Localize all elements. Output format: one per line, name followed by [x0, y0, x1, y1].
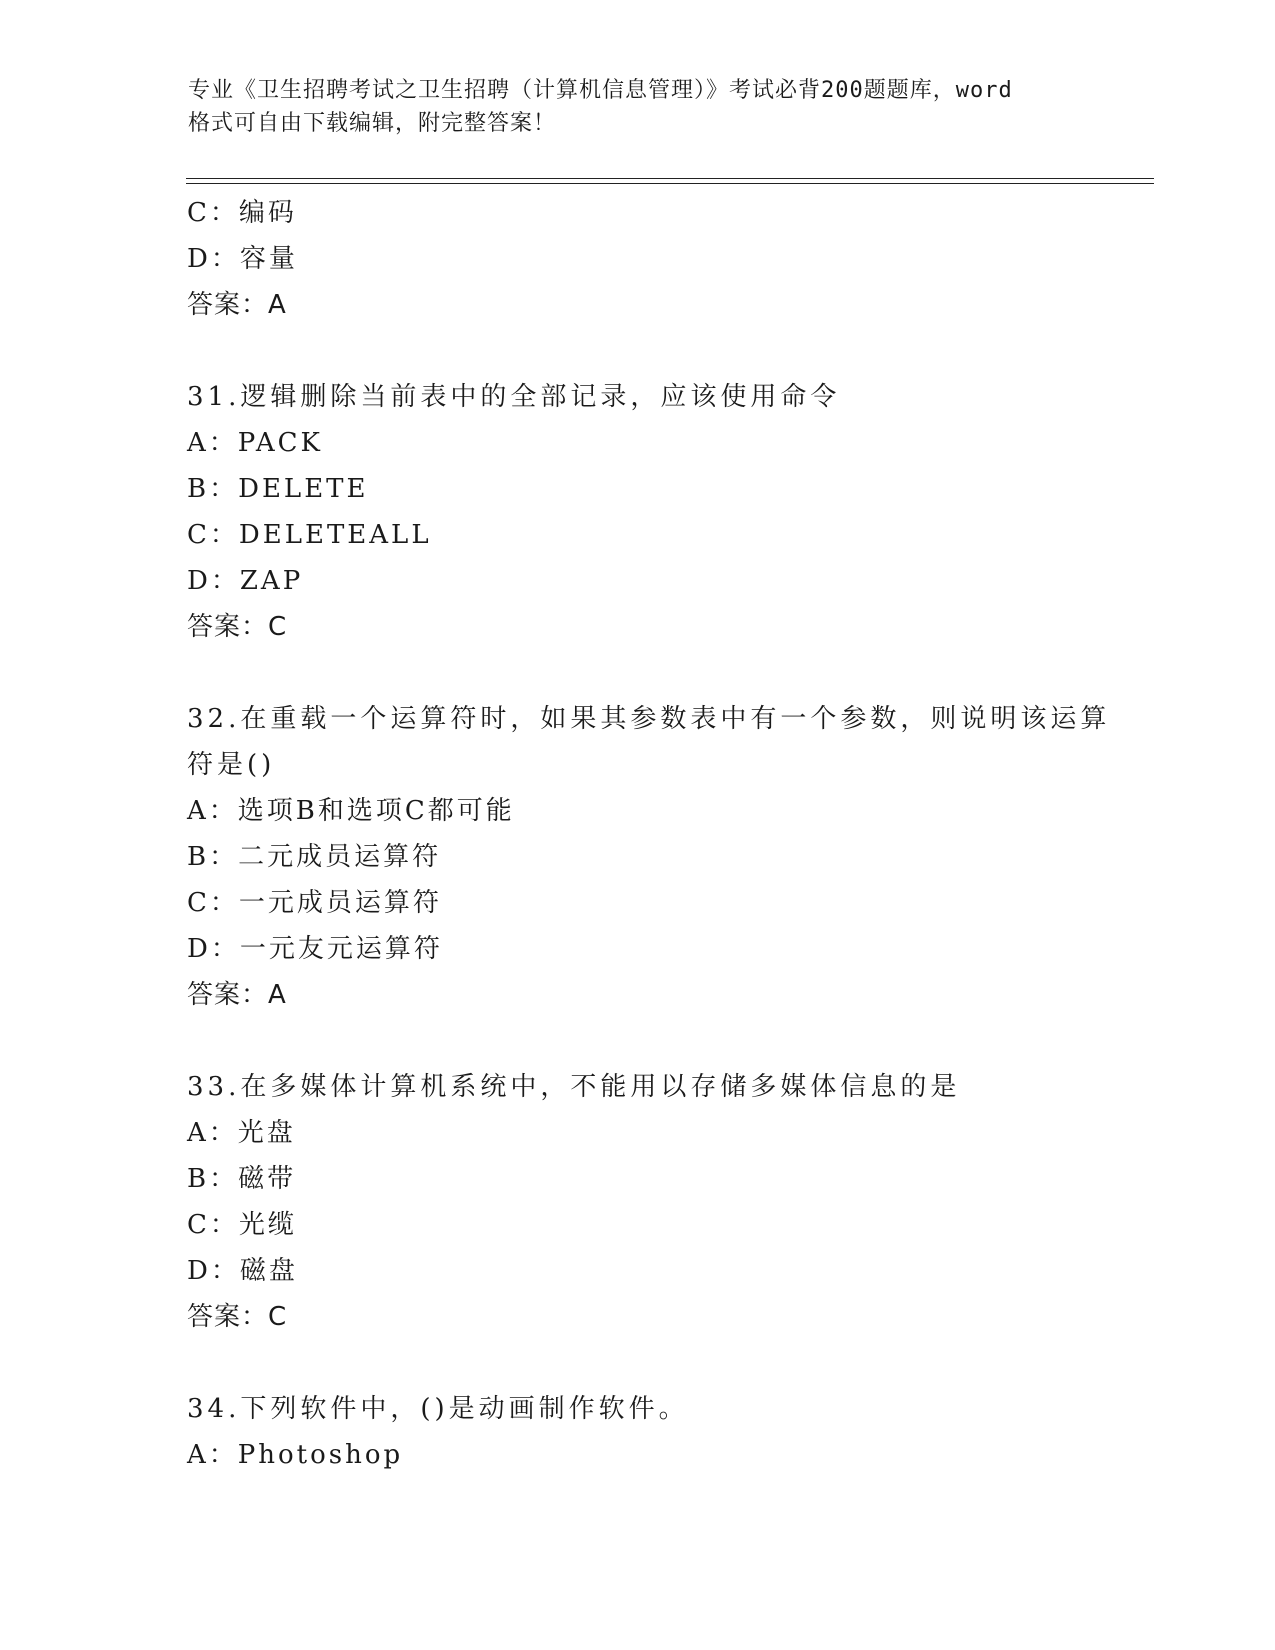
- answer-line: 答案：C: [187, 612, 288, 642]
- option-c: C：光缆: [187, 1210, 297, 1240]
- answer-line: 答案：A: [187, 980, 287, 1010]
- option-d: D：一元友元运算符: [187, 934, 443, 964]
- question-list: [187, 190, 1111, 1478]
- option-d: D：容量: [187, 244, 298, 274]
- option-d: D：磁盘: [187, 1256, 298, 1286]
- header-line-2: 格式可自由下载编辑，附完整答案！: [188, 111, 557, 136]
- question-stem: 31.逻辑删除当前表中的全部记录，应该使用命令: [187, 382, 841, 412]
- option-a: A：光盘: [187, 1118, 296, 1148]
- option-b: B：DELETE: [187, 474, 369, 504]
- option-b: B：磁带: [187, 1164, 297, 1194]
- answer-line: 答案：C: [187, 1302, 288, 1332]
- question-stem-continued: 符是(): [187, 750, 276, 780]
- document-header: [188, 74, 1108, 140]
- header-rule-top: [186, 178, 1154, 179]
- question-stem: 34.下列软件中，()是动画制作软件。: [187, 1394, 689, 1424]
- option-a: A：PACK: [187, 428, 323, 458]
- question-stem: 32.在重载一个运算符时，如果其参数表中有一个参数，则说明该运算: [187, 704, 1111, 734]
- option-c: C：编码: [187, 198, 297, 228]
- option-c: C：DELETEALL: [187, 520, 432, 550]
- header-line-1: 专业《卫生招聘考试之卫生招聘（计算机信息管理）》考试必背200题题库，word: [188, 78, 1013, 103]
- header-rule-bottom: [186, 183, 1154, 184]
- question-stem: 33.在多媒体计算机系统中，不能用以存储多媒体信息的是: [187, 1072, 961, 1102]
- option-c: C：一元成员运算符: [187, 888, 442, 918]
- option-d: D：ZAP: [187, 566, 304, 596]
- option-a: A：Photoshop: [187, 1440, 404, 1470]
- answer-line: 答案：A: [187, 290, 287, 320]
- option-a: A：选项B和选项C都可能: [187, 796, 515, 826]
- option-b: B：二元成员运算符: [187, 842, 442, 872]
